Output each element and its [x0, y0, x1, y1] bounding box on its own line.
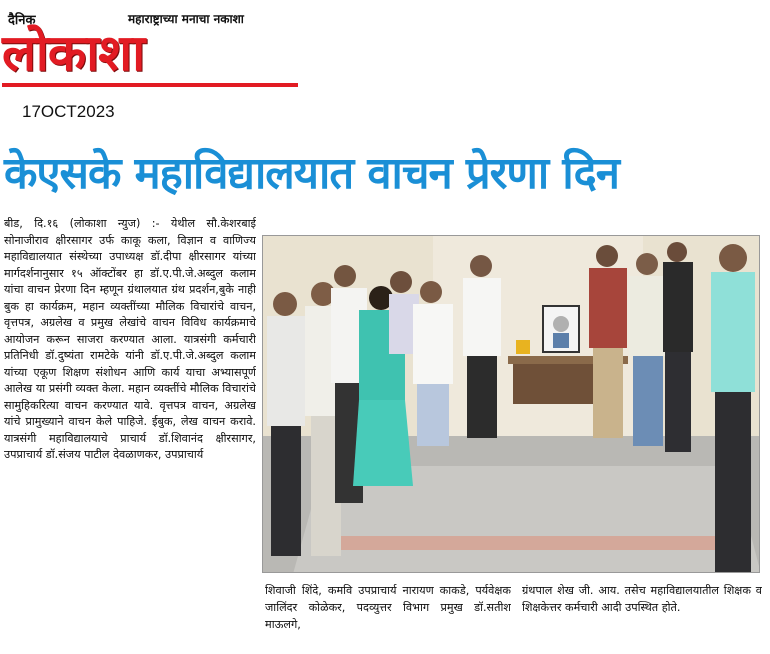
article-column-left: बीड, दि.१६ (लोकाशा न्युज) :- येथील सौ.केशरबाई सोनाजीराव क्षीरसागर उर्फ काकू कला, विज्ञान व वाणिज्य महाविद्यालयात संस्थेच्या उपाध्यक्ष डॉ.दीपा क्षीरसागर यांच्या मार्गदर्शनानुसार १५ ऑक्टोंबर हा डॉ.ए.पी.जे.अब्दुल कलाम यांचा वाचन प्रेरणा दिन म्हणून ग्रंथालयात ग्रंथ प्रदर्शन,बुके नाही बुक हा कार्यक्रम, महान व्यक्तींच्या मौलिक विचारांचे वाचन, वृत्तपत्र, अग्रलेख व प्रमुख लेखांचे वाचन विविध कार्यक्रमाचे आयोजन करून साजरा करण्यात आला. यात्रसंगी कर्मचारी प्रतिनिधी डॉ.दुष्यंता रामटेके यांनी डॉ.ए.पी.जे.अब्दुल कलाम यांच्या एकूण शिक्षण संशोधन आणि कार्य याचा अभ्यासपूर्ण आलेख या प्रसंगी व्यक्त केला. महान व्यक्तींचे मौलिक विचारांचे सामुहिकरित्या वाचन करण्यात यावे. वृत्तपत्र वाचन, अग्रलेख यांचे प्रामुख्याने वाचन केले पाहिजे. ईबुक, लेख वाचन करावे. यात्रसंगी महाविद्यालयाचे प्राचार्य डॉ.शिवानंद क्षीरसागर, उपप्राचार्य डॉ.संजय पाटील देवळाणकर, उपप्राचार्य [4, 217, 256, 461]
masthead-slogan: महाराष्ट्राच्या मनाचा नकाशा [128, 12, 244, 26]
newspaper-logo: लोकाशा [2, 24, 145, 82]
publication-date: 17OCT2023 [22, 102, 115, 121]
article-column-middle: शिवाजी शिंदे, कमवि उपप्राचार्य नारायण काकडे, पर्यवेक्षक जालिंदर कोळेकर, पदव्युत्तर विभाग प्रमुख डॉ.सतीश माऊलगे, [265, 584, 511, 631]
event-photo [262, 235, 760, 573]
article-headline: केएसके महाविद्यालयात वाचन प्रेरणा दिन [3, 148, 619, 199]
event-photo-illustration [263, 236, 760, 573]
masthead-tag: दैनिक [8, 13, 36, 28]
logo-underline [2, 83, 298, 87]
article-column-right: ग्रंथपाल शेख जी. आय. तसेच महाविद्यालयातील शिक्षक व शिक्षकेत्तर कर्मचारी आदी उपस्थित होते. [522, 584, 762, 614]
newspaper-masthead [0, 0, 320, 100]
